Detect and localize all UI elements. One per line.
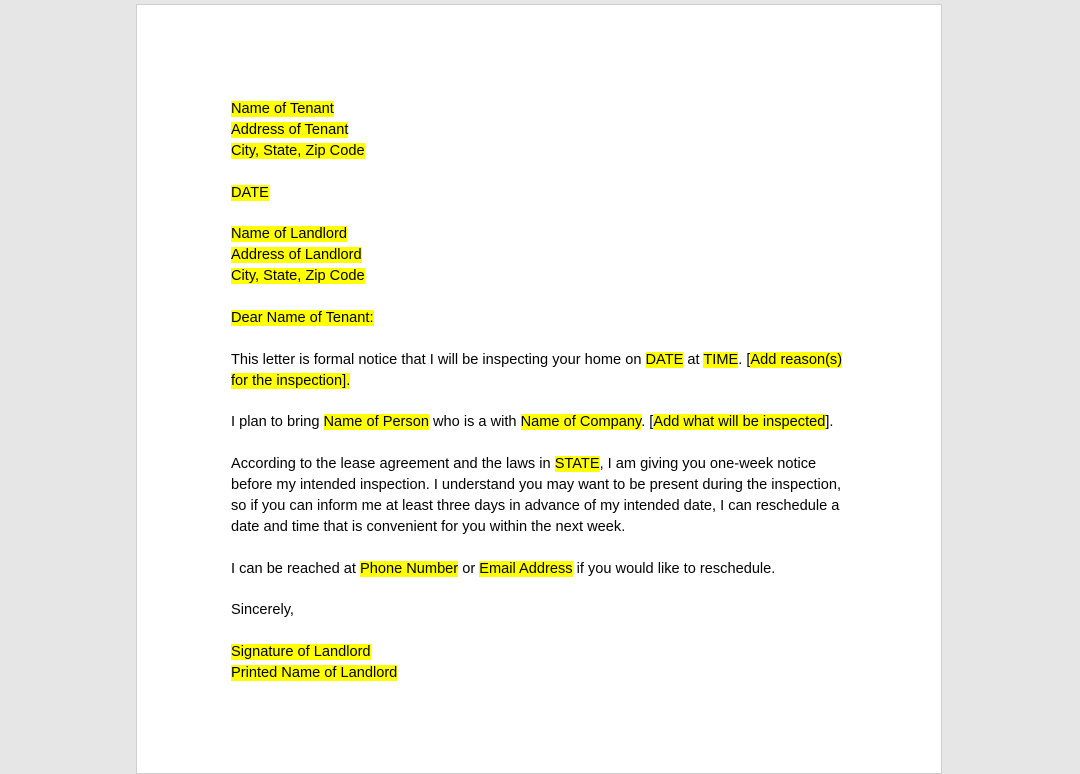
p1-text: This letter is formal notice that I will be inspecting your home on (231, 351, 646, 368)
paragraph-3-line-1 (231, 454, 871, 475)
landlord-address-line (231, 245, 871, 266)
salutation: Dear Name of Tenant: (231, 309, 374, 326)
letter-body (231, 99, 871, 684)
spacer (231, 203, 871, 224)
p2-company: Name of Company (520, 414, 642, 431)
landlord-name: Name of Landlord (231, 226, 348, 243)
tenant-address-line (231, 120, 871, 141)
spacer (231, 538, 871, 559)
signature-line (231, 642, 871, 663)
p2-text: I plan to bring (231, 414, 324, 431)
p2-inspected: Add what will be inspected (653, 414, 826, 431)
p2-text: . [ (641, 414, 654, 431)
document-page (136, 4, 942, 774)
paragraph-1-line-2 (231, 371, 871, 392)
spacer (231, 433, 871, 454)
closing-line: Sincerely, (231, 602, 294, 619)
tenant-address: Address of Tenant (231, 121, 349, 138)
tenant-name-line (231, 99, 871, 120)
date-line (231, 183, 871, 204)
paragraph-4 (231, 559, 871, 580)
p4-text: I can be reached at (231, 560, 360, 577)
p2-text: who is a with (428, 414, 521, 431)
tenant-city: City, State, Zip Code (231, 142, 365, 159)
salutation-line (231, 308, 871, 329)
paragraph-3-line-4: date and time that is convenient for you within the next week. (231, 518, 626, 535)
printed-name: Printed Name of Landlord (231, 665, 398, 682)
paragraph-1-line-1 (231, 350, 871, 371)
spacer (231, 579, 871, 600)
paragraph-2 (231, 412, 871, 433)
p4-email: Email Address (479, 560, 573, 577)
landlord-address: Address of Landlord (231, 247, 362, 264)
spacer (231, 162, 871, 183)
p4-text: or (458, 560, 480, 577)
tenant-city-line (231, 141, 871, 162)
spacer (231, 621, 871, 642)
p3-text: According to the lease agreement and the laws in (231, 456, 555, 473)
signature: Signature of Landlord (231, 644, 371, 661)
landlord-city-line (231, 266, 871, 287)
p2-person: Name of Person (323, 414, 429, 431)
p1-text: . [ (738, 351, 751, 368)
p1-reason-cont: for the inspection]. (231, 372, 351, 389)
spacer (231, 287, 871, 308)
paragraph-3-line-2: before my intended inspection. I understand you may want to be present during the inspection, (231, 477, 842, 494)
landlord-name-line (231, 224, 871, 245)
p3-text: , I am giving you one-week notice (599, 456, 817, 473)
paragraph-3-line-3: so if you can inform me at least three days in advance of my intended date, I can reschedule a (231, 497, 840, 514)
tenant-name: Name of Tenant (231, 101, 334, 117)
p4-text: if you would like to reschedule. (572, 560, 776, 577)
letter-date: DATE (231, 184, 269, 201)
printed-name-line (231, 663, 871, 684)
p1-text: at (683, 351, 704, 368)
landlord-city: City, State, Zip Code (231, 268, 365, 285)
p3-state: STATE (554, 456, 600, 473)
p2-text: ]. (825, 414, 834, 431)
spacer (231, 329, 871, 350)
p4-phone: Phone Number (360, 560, 459, 577)
p1-date: DATE (645, 351, 684, 368)
p1-reason: Add reason(s) (750, 351, 843, 368)
p1-time: TIME (703, 351, 739, 368)
spacer (231, 391, 871, 412)
